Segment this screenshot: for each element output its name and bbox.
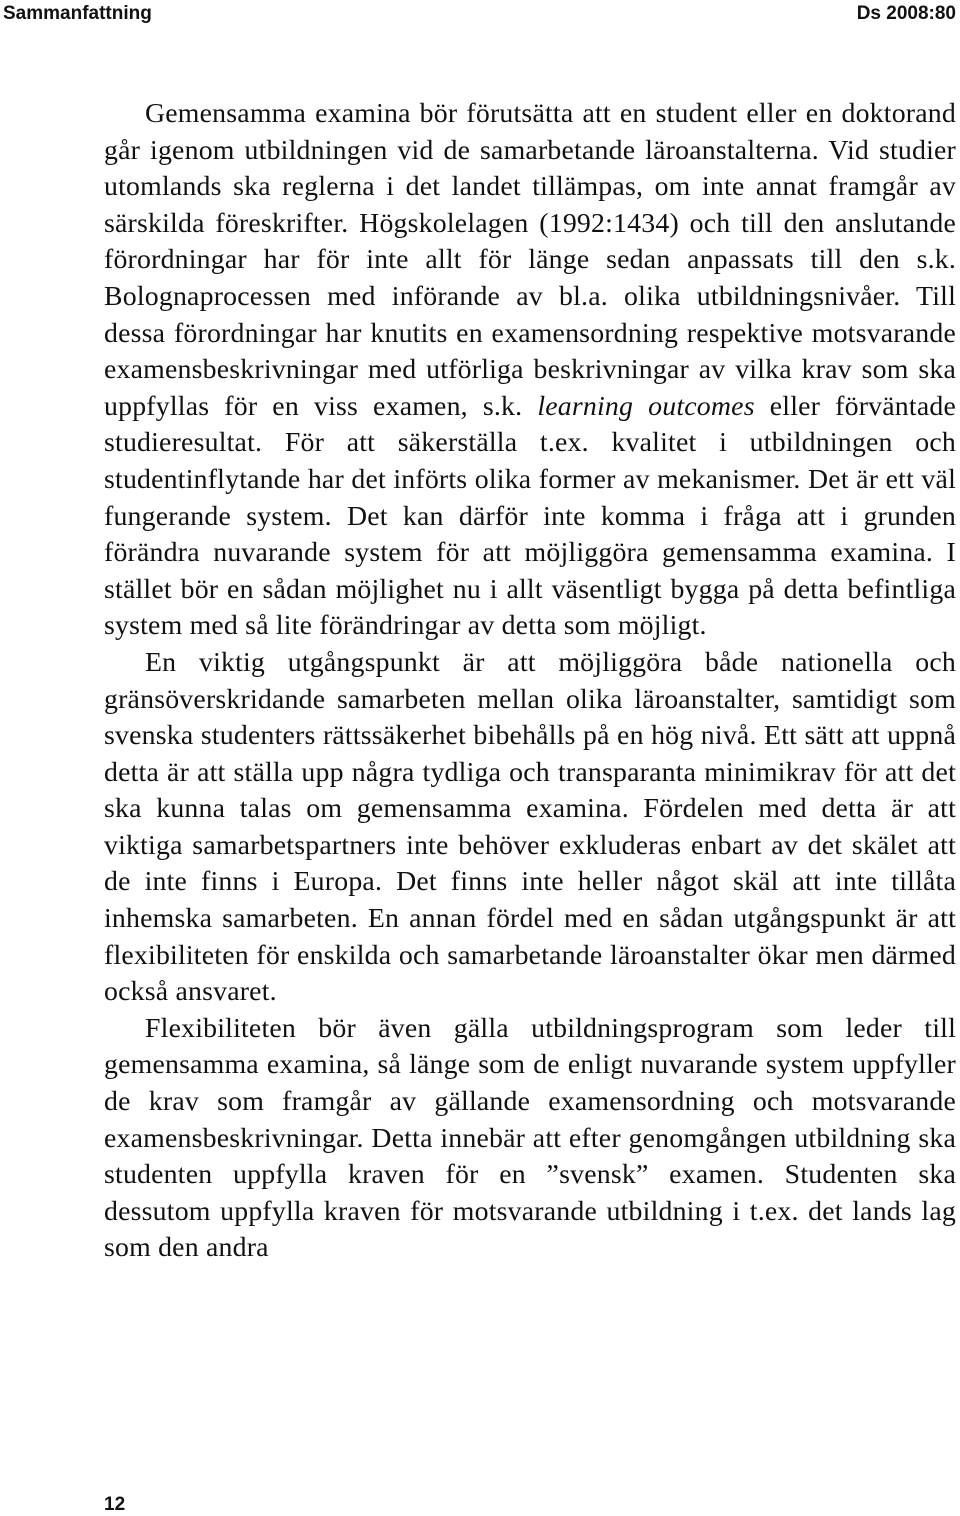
- italic-term: learning outcomes: [537, 390, 755, 422]
- paragraph-1: [104, 96, 956, 645]
- paragraph-3: Flexibiliteten bör även gälla utbildningsprogram som leder till gemensamma examina, så länge som de enligt nuvarande system uppfyller de krav som framgår av gällande examensordning och motsvarande examensbeskrivningar. Detta innebär att efter genomgången utbildning ska studenten uppfylla kraven för en ”svensk” examen. Studenten ska dessutom uppfylla kraven för motsvarande utbildning i t.ex. det lands lag som den andra: [104, 1012, 956, 1264]
- paragraph-1-text-end: eller förväntade studieresultat. För att säkerställa t.ex. kvalitet i utbildningen och studentinflytande har det införts olika former av mekanismer. Det är ett väl fungerande system. Det kan därför inte komma i fråga att i grunden förändra nuvarande system för att möjliggöra gemensamma examina. I stället bör en sådan möjlighet nu i allt väsentligt bygga på detta befintliga system med så lite förändringar av detta som möjligt.: [104, 390, 956, 642]
- document-reference: Ds 2008:80: [856, 3, 956, 24]
- paragraph-2: En viktig utgångspunkt är att möjliggöra både nationella och gränsöverskridande samarbeten mellan olika läroanstalter, samtidigt som svenska studenters rättssäkerhet bibehålls på en hög nivå. Ett sätt att uppnå detta är att ställa upp några tydliga och transparanta minimikrav för att det ska kunna talas om gemensamma examina. Fördelen med detta är att viktiga samarbetspartners inte behöver exkluderas enbart av det skälet att de inte finns i Europa. Det finns inte heller något skäl att inte tillåta inhemska samarbeten. En annan fördel med en sådan utgångspunkt är att flexibiliteten för enskilda och samarbetande läroanstalter ökar men därmed också ansvaret.: [104, 646, 956, 1008]
- page-number: 12: [104, 1494, 126, 1515]
- body-text: [104, 96, 956, 1267]
- paragraph-1-text-start: Gemensamma examina bör förutsätta att en student eller en doktorand går igenom utbildningen vid de samarbetande läroanstalterna. Vid studier utomlands ska reglerna i det landet tillämpas, om inte annat framgår av särskilda föreskrifter. Högskolelagen (1992:1434) och till den anslutande förordningar har för inte allt för länge sedan anpassats till den s.k. Bolognaprocessen med införande av bl.a. olika utbildningsnivåer. Till dessa förordningar har knutits en examensordning respektive motsvarande examensbeskrivningar med utförliga beskrivningar av vilka krav som ska uppfyllas för en viss examen, s.k.: [104, 98, 956, 422]
- running-header: [0, 0, 960, 30]
- section-title: Sammanfattning: [3, 3, 152, 24]
